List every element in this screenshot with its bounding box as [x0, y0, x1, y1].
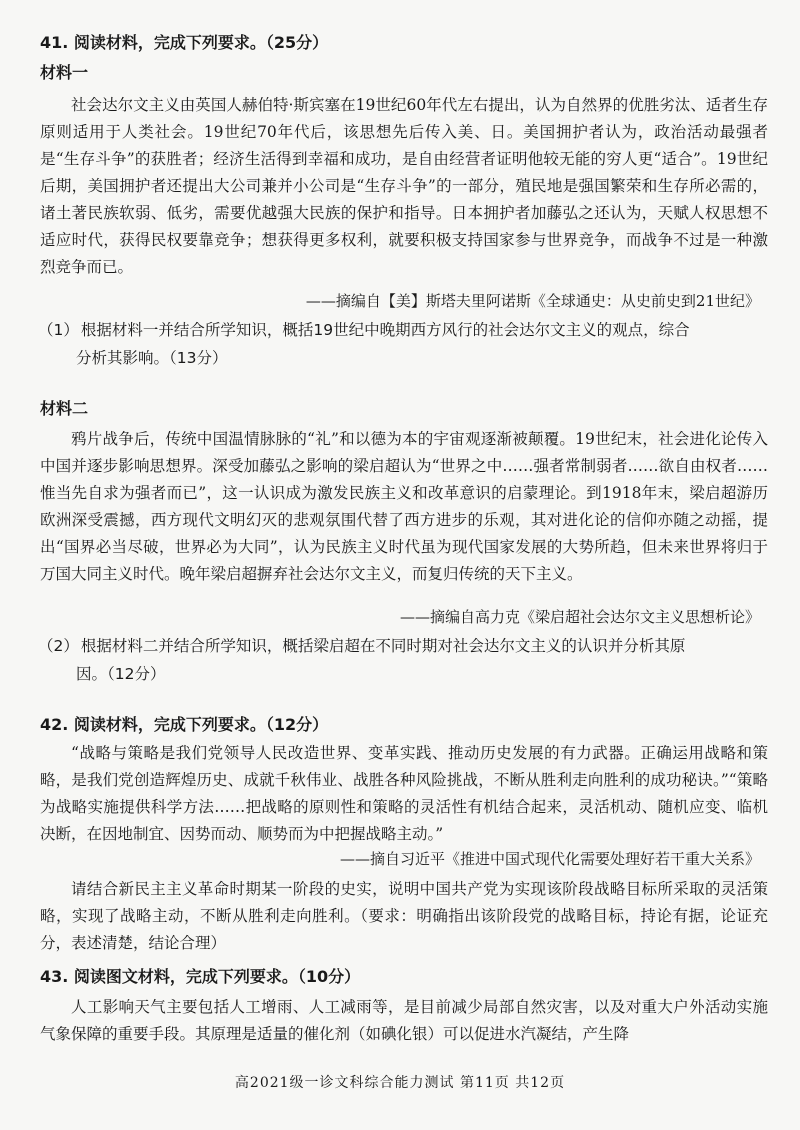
material-1-source: ——摘编自【美】斯塔夫里阿诺斯《全球通史：从史前史到21世纪》 — [305, 292, 760, 310]
question-43-text: 人工影响天气主要包括人工增雨、人工减雨等，是目前减少局部自然灾害，以及对重大户外活动实施气象保障的重要手段。其原理是适量的催化剂（如碘化银）可以促进水汽凝结，产生降 — [40, 998, 768, 1043]
page-footer: 高2021级一诊文科综合能力测试 第11页 共12页 — [234, 1075, 566, 1091]
question-43-title: 43. 阅读图文材料，完成下列要求。（10分） — [40, 967, 361, 986]
material-2-text: 鸦片战争后，传统中国温情脉脉的“礼”和以德为本的宇宙观逐渐被颠覆。19世纪末，社会进化论传入中国并逐步影响思想界。深受加藤弘之影响的梁启超认为“世界之中……强者常制弱者……欲自由权者……惟当先自求为强者而已”，这一认识成为激发民族主义和改革意识的启蒙理论。到1918年末，梁启超游历欧洲深受震撼，西方现代文明幻灭的悲观氛围代替了西方进步的乐观，其对进化论的信仰亦随之动摇，提出“国界必当尽破，世界必为大同”，认为民族主义时代虽为现代国家发展的大势所趋，但未来世界将归于万国大同主义时代。晚年梁启超摒弃社会达尔文主义，而复归传统的天下主义。 — [40, 430, 768, 583]
question-42-task: 请结合新民主主义革命时期某一阶段的史实，说明中国共产党为实现该阶段战略目标所采取的灵活策略，实现了战略主动，不断从胜利走向胜利。（要求：明确指出该阶段党的战略目标，持论有据，论证充分，表述清楚，结论合理） — [40, 880, 768, 952]
sub-question-number: （2） — [38, 637, 79, 655]
question-41-sub-2 — [38, 632, 770, 688]
sub-question-2-line-1: 根据材料二并结合所学知识，概括梁启超在不同时期对社会达尔文主义的认识并分析其原 — [80, 637, 686, 655]
material-1-text: 社会达尔文主义由英国人赫伯特·斯宾塞在19世纪60年代左右提出，认为自然界的优胜劣汰、适者生存原则适用于人类社会。19世纪70年代后，该思想先后传入美、日。美国拥护者认为，政治活动最强者是“生存斗争”的获胜者；经济生活得到幸福和成功，是自由经营者证明他较无能的穷人更“适合”。19世纪后期，美国拥护者还提出大公司兼并小公司是“生存斗争”的一部分，殖民地是强国繁荣和生存所必需的，诸土著民族软弱、低劣，需要优越强大民族的保护和指导。日本拥护者加藤弘之还认为，天赋人权思想不适应时代，获得民权要靠竞争；想获得更多权利，就要积极支持国家参与世界竞争，而战争不过是一种激烈竞争而已。 — [40, 96, 768, 276]
material-1-label: 材料一 — [40, 63, 89, 82]
sub-question-number: （1） — [38, 321, 79, 339]
material-2-label: 材料二 — [40, 399, 89, 418]
question-42-quote: “战略与策略是我们党领导人民改造世界、变革实践、推动历史发展的有力武器。正确运用战略和策略，是我们党创造辉煌历史、成就千秋伟业、战胜各种风险挑战，不断从胜利走向胜利的成功秘诀。”“策略为战略实施提供科学方法……把战略的原则性和策略的灵活性有机结合起来，灵活机动、随机应变、临机决断，在因地制宜、因势而动、顺势而为中把握战略主动。” — [40, 744, 768, 843]
material-2-source: ——摘编自高力克《梁启超社会达尔文主义思想析论》 — [399, 608, 760, 626]
sub-question-1-line-1: 根据材料一并结合所学知识，概括19世纪中晚期西方风行的社会达尔文主义的观点，综合 — [80, 321, 690, 339]
question-41-sub-1 — [38, 316, 770, 372]
question-41-title: 41. 阅读材料，完成下列要求。（25分） — [40, 33, 329, 52]
sub-question-2-line-2: 因。（12分） — [76, 665, 166, 683]
question-42-title: 42. 阅读材料，完成下列要求。（12分） — [40, 715, 329, 734]
question-42-source: ——摘自习近平《推进中国式现代化需要处理好若干重大关系》 — [339, 850, 760, 868]
sub-question-1-line-2: 分析其影响。（13分） — [76, 349, 228, 367]
